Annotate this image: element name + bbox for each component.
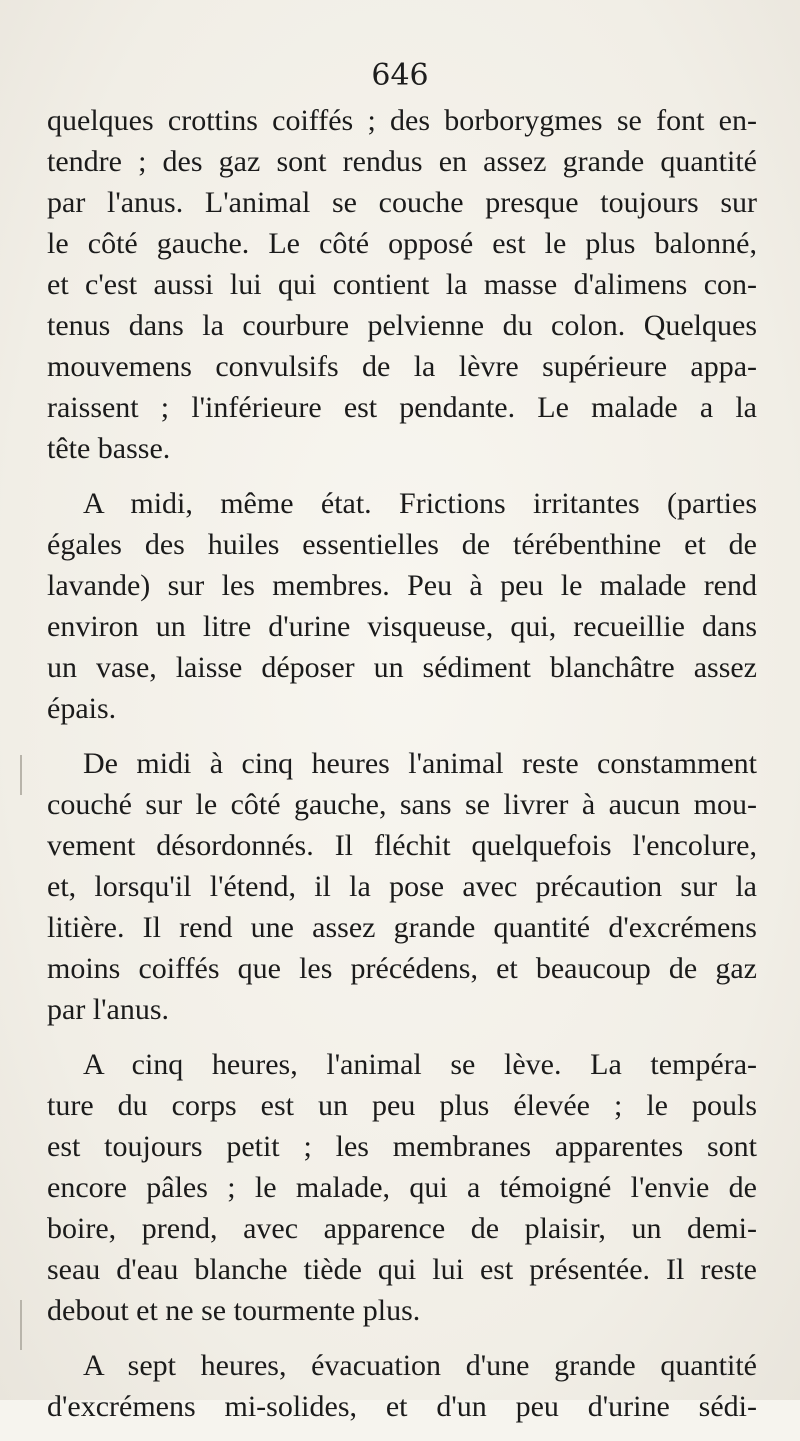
text-line: A cinq heures, l'animal se lève. La tempéra-: [83, 1048, 757, 1081]
text-line: par l'anus. L'animal se couche presque toujours sur: [47, 186, 757, 219]
text-line: par l'anus.: [47, 993, 170, 1026]
paragraph-4: [47, 1044, 757, 1331]
paragraph-5: [47, 1345, 757, 1427]
text-line: seau d'eau blanche tiède qui lui est présentée. Il reste: [47, 1253, 757, 1286]
text-line: encore pâles ; le malade, qui a témoigné l'envie de: [47, 1171, 757, 1204]
text-line: un vase, laisse déposer un sédiment blanchâtre assez: [47, 651, 757, 684]
text-line: ture du corps est un peu plus élevée ; le pouls: [47, 1089, 757, 1122]
text-line: vement désordonnés. Il fléchit quelquefois l'encolure,: [47, 829, 757, 862]
page-edge-mark: [20, 755, 22, 795]
text-line: A sept heures, évacuation d'une grande quantité: [83, 1349, 757, 1382]
text-line: mouvemens convulsifs de la lèvre supérieure appa-: [47, 350, 757, 383]
text-line: et, lorsqu'il l'étend, il la pose avec précaution sur la: [47, 870, 757, 903]
text-line: boire, prend, avec apparence de plaisir, un demi-: [47, 1212, 757, 1245]
paragraph-3: [47, 743, 757, 1030]
text-line: épais.: [47, 692, 117, 725]
text-line: d'excrémens mi-solides, et d'un peu d'urine sédi-: [47, 1390, 757, 1423]
page-number: 646: [371, 58, 429, 93]
body-text: [47, 100, 757, 1441]
text-line: le côté gauche. Le côté opposé est le plus balonné,: [47, 227, 757, 260]
text-line: tendre ; des gaz sont rendus en assez grande quantité: [47, 145, 757, 178]
paragraph-1: [47, 100, 757, 469]
text-line: couché sur le côté gauche, sans se livrer à aucun mou-: [47, 788, 757, 821]
text-line: quelques crottins coiffés ; des borborygmes se font en-: [47, 104, 757, 137]
page-edge-mark: [20, 1300, 22, 1350]
text-line: A midi, même état. Frictions irritantes (parties: [83, 487, 757, 520]
text-line: De midi à cinq heures l'animal reste constamment: [83, 747, 757, 780]
text-line: litière. Il rend une assez grande quantité d'excrémens: [47, 911, 757, 944]
text-line: est toujours petit ; les membranes apparentes sont: [47, 1130, 757, 1163]
text-line: debout et ne se tourmente plus.: [47, 1294, 421, 1327]
text-line: lavande) sur les membres. Peu à peu le malade rend: [47, 569, 757, 602]
paragraph-2: [47, 483, 757, 729]
text-line: raissent ; l'inférieure est pendante. Le malade a la: [47, 391, 757, 424]
text-line: tenus dans la courbure pelvienne du colon. Quelques: [47, 309, 757, 342]
text-line: égales des huiles essentielles de térébenthine et de: [47, 528, 757, 561]
text-line: moins coiffés que les précédens, et beaucoup de gaz: [47, 952, 757, 985]
text-line: environ un litre d'urine visqueuse, qui, recueillie dans: [47, 610, 757, 643]
text-line: et c'est aussi lui qui contient la masse d'alimens con-: [47, 268, 757, 301]
text-line: tête basse.: [47, 432, 171, 465]
